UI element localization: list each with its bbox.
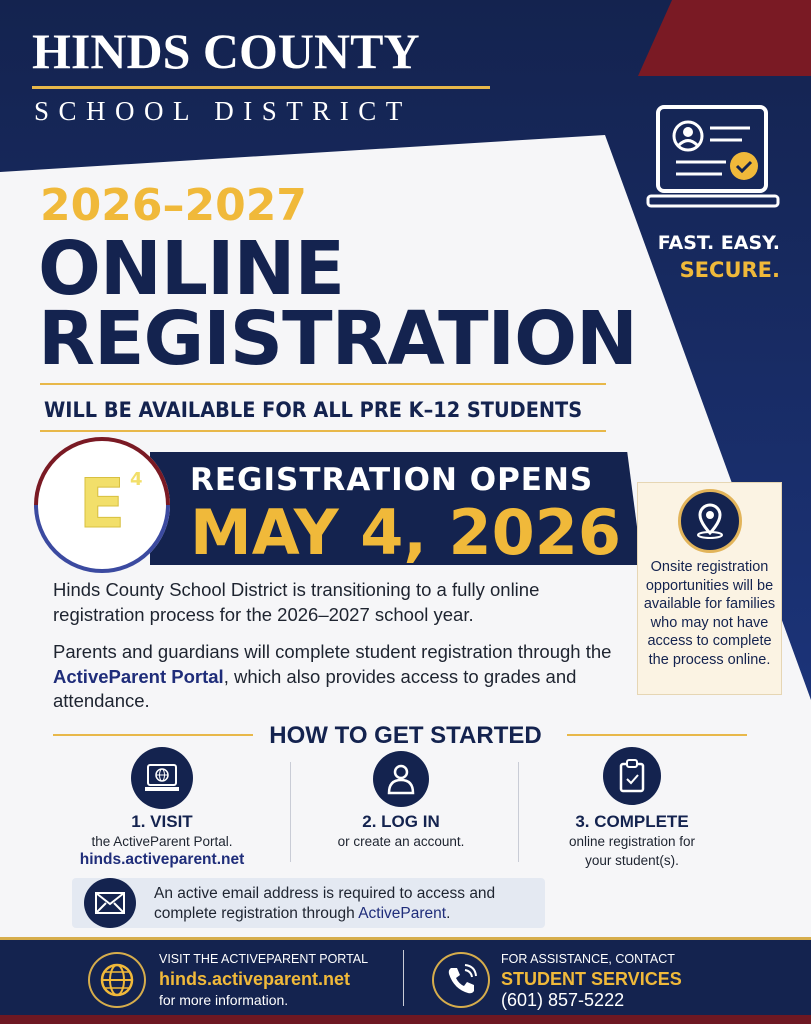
text: , which also provides access to grades and attendance. xyxy=(53,665,577,711)
footer xyxy=(0,937,811,1015)
footer-portal-link[interactable]: hinds.activeparent.net xyxy=(159,969,351,989)
divider xyxy=(40,430,606,432)
activeparent-portal-link[interactable]: ActiveParent Portal xyxy=(53,665,224,687)
registration-opens-label: REGISTRATION OPENS xyxy=(190,462,594,498)
footer-left-note: for more information. xyxy=(159,992,289,1008)
footer-left-label: VISIT THE ACTIVEPARENT PORTAL xyxy=(159,952,369,966)
globe-icon xyxy=(88,952,146,1008)
phone-number[interactable]: (601) 857-5222 xyxy=(501,990,625,1010)
registration-date: MAY 4, 2026 xyxy=(190,496,622,569)
svg-text:E: E xyxy=(78,465,126,544)
onsite-info-card xyxy=(637,482,782,695)
laptop-globe-icon xyxy=(131,747,193,809)
step-text: online registration for your student(s). xyxy=(568,834,696,868)
clipboard-check-icon xyxy=(603,747,661,805)
envelope-icon xyxy=(84,878,136,928)
district-subtitle: SCHOOL DISTRICT xyxy=(34,96,412,126)
how-to-heading: HOW TO GET STARTED xyxy=(269,722,542,749)
hero-subtitle: WILL BE AVAILABLE FOR ALL PRE K–12 STUDENTS xyxy=(44,398,583,422)
step-title: 3. COMPLETE xyxy=(575,812,689,831)
onsite-text: Onsite registration opportunities will be available for families who may not have access to complete the process online. xyxy=(643,559,776,668)
divider xyxy=(518,762,519,862)
divider xyxy=(403,950,404,1006)
activeparent-link[interactable]: ActiveParent xyxy=(358,905,447,922)
svg-text:4: 4 xyxy=(130,469,143,490)
hero-title-2: REGISTRATION xyxy=(38,296,637,382)
step-complete xyxy=(522,812,742,870)
hero-title-1: ONLINE xyxy=(38,226,345,312)
user-icon xyxy=(373,751,429,807)
text: Parents and guardians will complete student registration through the xyxy=(53,641,612,662)
phone-icon xyxy=(432,952,490,1008)
step-title: 2. LOG IN xyxy=(362,812,440,831)
tagline-1: FAST. EASY. xyxy=(657,232,780,254)
intro-paragraph: Hinds County School District is transitioning to a fully online registration process for the 2026–2027 school year. xyxy=(53,579,540,625)
text: . xyxy=(446,905,451,922)
step-login xyxy=(291,812,511,851)
location-pin-icon xyxy=(678,489,742,553)
divider xyxy=(32,86,490,89)
student-services: STUDENT SERVICES xyxy=(501,969,682,989)
step-text: or create an account. xyxy=(337,834,465,849)
footer-right-label: FOR ASSISTANCE, CONTACT xyxy=(501,952,675,966)
school-year: 2026–2027 xyxy=(40,180,307,231)
text: An active email address is required to access and complete registration through xyxy=(154,885,496,922)
step-text: the ActiveParent Portal. xyxy=(91,834,233,849)
bottom-stripe xyxy=(0,1015,811,1024)
tagline-2: SECURE. xyxy=(679,258,780,282)
divider xyxy=(40,383,606,385)
laptop-profile-icon xyxy=(646,104,780,212)
step-visit xyxy=(52,812,272,869)
portal-url-link[interactable]: hinds.activeparent.net xyxy=(79,851,245,868)
district-name: HINDS COUNTY xyxy=(32,23,420,79)
email-note xyxy=(72,878,545,928)
portal-paragraph xyxy=(53,640,623,714)
district-logo xyxy=(32,435,172,575)
step-title: 1. VISIT xyxy=(131,812,193,831)
